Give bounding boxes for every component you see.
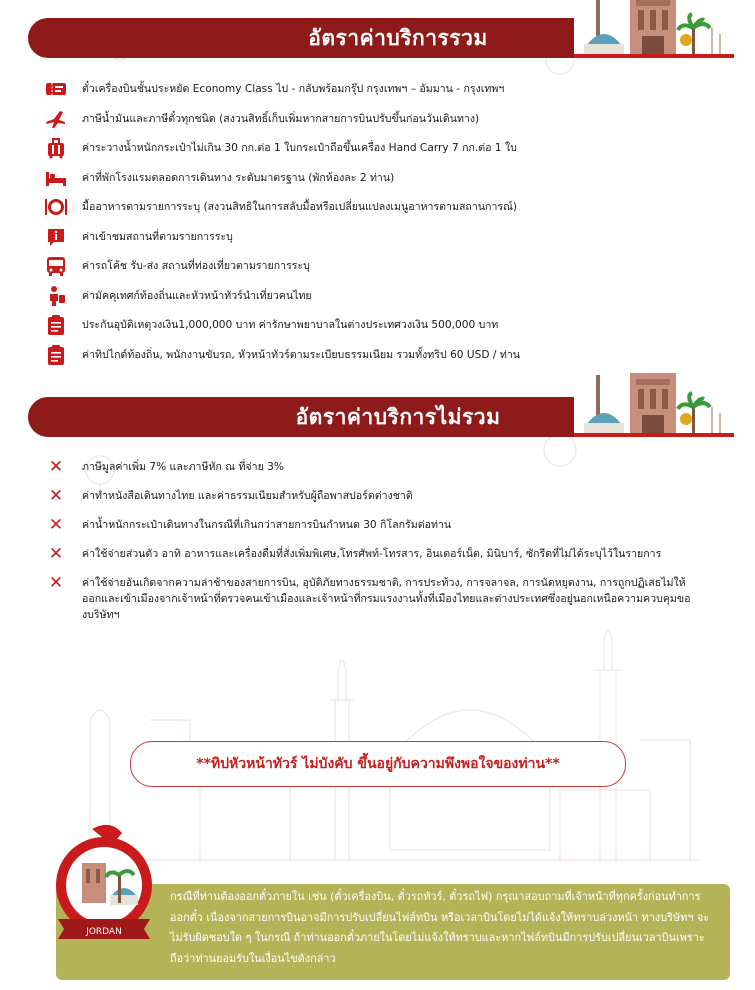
x-mark-icon: ✕ bbox=[48, 515, 64, 535]
airplane-icon bbox=[42, 108, 70, 130]
badge-label: JORDAN bbox=[86, 927, 122, 937]
list-item bbox=[42, 108, 732, 138]
list-item bbox=[42, 226, 732, 256]
list-item bbox=[42, 137, 732, 167]
clipboard-icon bbox=[42, 314, 70, 336]
list-item bbox=[42, 78, 732, 108]
tip-notice-box bbox=[130, 741, 626, 787]
included-item-text: มื้ออาหารตามรายการระบุ (สงวนสิทธิในการสลับมื้อหรือเปลี่ยนแปลงเมนูอาหารตามสถานการณ์) bbox=[82, 201, 518, 213]
list-item bbox=[42, 456, 732, 485]
included-banner bbox=[28, 18, 728, 58]
ticket-icon bbox=[42, 78, 70, 100]
list-item bbox=[42, 543, 732, 572]
x-mark-icon: ✕ bbox=[48, 486, 64, 506]
excluded-item-text: ค่าทำหนังสือเดินทางไทย และค่าธรรมเนียมสำหรับผู้ถือพาสปอร์ตต่างชาติ bbox=[82, 490, 413, 502]
list-item bbox=[42, 314, 732, 344]
clipboard-icon bbox=[42, 344, 70, 366]
list-item bbox=[42, 514, 732, 543]
tip-notice-text: **ทิปหัวหน้าทัวร์ ไม่บังคับ ขึ้นอยู่กับความพึงพอใจของท่าน** bbox=[196, 756, 560, 772]
included-item-text: ค่าที่พักโรงแรมตลอดการเดินทาง ระดับมาตรฐาน (พักห้องละ 2 ท่าน) bbox=[82, 171, 395, 184]
list-item bbox=[42, 572, 732, 623]
luggage-icon bbox=[42, 137, 70, 159]
x-mark-icon: ✕ bbox=[48, 544, 64, 564]
included-item-text: ค่าทิปไกด์ท้องถิ่น, พนักงานขับรถ, หัวหน้าทัวร์ตามระเบียบธรรมเนียม รวมทั้งทริป 60 USD / ท่าน bbox=[82, 348, 521, 361]
included-list bbox=[42, 78, 732, 373]
included-item-text: ค่าระวางน้ำหนักกระเป๋าไม่เกิน 30 กก.ต่อ 1 ใบกระเป๋าถือขึ้นเครื่อง Hand Carry 7 กก.ต่อ 1 ใบ bbox=[82, 142, 517, 154]
excluded-list bbox=[42, 456, 732, 623]
guide-icon bbox=[42, 285, 70, 307]
excluded-item-text: ค่าใช้จ่ายอันเกิดจากความล่าช้าของสายการบิน, อุบัติภัยทางธรรมชาติ, การประท้วง, การจลาจล, การนัดหยุดงาน, การถูกปฏิเสธไม่ให้ออกและเข้าเมืองจากเจ้าหน้าที่ตรวจคนเข้าเมืองและเจ้าหน้าที่กรมแรงงานทั้งที่เมืองไทยและต่างประเทศซึ่งอยู่นอกเหนือความควบคุมของบริษัทฯ bbox=[82, 577, 691, 621]
info-icon bbox=[42, 226, 70, 248]
included-item-text: ประกันอุบัติเหตุวงเงิน1,000,000 บาท ค่ารักษาพยาบาลในต่างประเทศวงเงิน 500,000 บาท bbox=[82, 319, 499, 331]
excluded-item-text: ค่าใช้จ่ายส่วนตัว อาทิ อาหารและเครื่องดื่มที่สั่งเพิ่มพิเศษ,โทรศัพท์-โทรสาร, อินเตอร์เน็ต, มินิบาร์, ซักรีดที่ไม่ได้ระบุไว้ในรายการ bbox=[82, 548, 662, 560]
list-item bbox=[42, 285, 732, 315]
list-item bbox=[42, 255, 732, 285]
list-item bbox=[42, 344, 732, 374]
included-item-text: ภาษีน้ำมันและภาษีตั๋วทุกชนิด (สงวนสิทธิ์เก็บเพิ่มหากสายการบินปรับขึ้นก่อนวันเดินทาง) bbox=[82, 112, 480, 125]
list-item bbox=[42, 485, 732, 514]
x-mark-icon: ✕ bbox=[48, 573, 64, 593]
included-item-text: ค่ารถโค้ช รับ-ส่ง สถานที่ท่องเที่ยวตามรายการระบุ bbox=[82, 260, 310, 272]
bus-icon bbox=[42, 255, 70, 277]
bed-icon bbox=[42, 167, 70, 189]
landmark-illustration bbox=[574, 371, 734, 443]
excluded-item-text: ค่าน้ำหนักกระเป๋าเดินทางในกรณีที่เกินกว่าสายการบินกำหนด 30 กิโลกรัมต่อท่าน bbox=[82, 519, 452, 531]
meal-icon bbox=[42, 196, 70, 218]
list-item bbox=[42, 167, 732, 197]
excluded-banner bbox=[28, 397, 728, 437]
included-item-text: ค่ามัคคุเทศก์ท้องถิ่นและหัวหน้าทัวร์นำเที่ยวคนไทย bbox=[82, 289, 312, 302]
jordan-badge bbox=[52, 815, 162, 965]
included-title: อัตราค่าบริการรวม bbox=[308, 25, 488, 50]
list-item bbox=[42, 196, 732, 226]
x-mark-icon: ✕ bbox=[48, 457, 64, 477]
included-item-text: ตั๋วเครื่องบินชั้นประหยัด Economy Class ไป - กลับพร้อมกรุ๊ป กรุงเทพฯ – อัมมาน - กรุงเทพฯ bbox=[82, 83, 505, 95]
note-text: กรณีที่ท่านต้องออกตั๋วภายใน เช่น (ตั๋วเครื่องบิน, ตั๋วรถทัวร์, ตั๋วรถไฟ) กรุณาสอบถามที่เจ้าหน้าที่ทุกครั้งก่อนทำการออกตั๋ว เนื่องจากสายการบินอาจมีการปรับเปลี่ยนไฟล์ทบิน หรือเวลาบินโดยไม่ได้แจ้งให้ทราบล่วงหน้า ทางบริษัทฯ จะไม่รับผิดชอบใด ๆ ในกรณี ถ้าท่านออกตั๋วภายในโดยไม่แจ้งให้ทราบและหากไฟล์ทบินมีการปรับเปลี่ยนเวลาบินเพราะถือว่าท่านยอมรับในเงื่อนไขดังกล่าว bbox=[170, 890, 710, 965]
excluded-title: อัตราค่าบริการไม่รวม bbox=[295, 404, 501, 429]
excluded-item-text: ภาษีมูลค่าเพิ่ม 7% และภาษีหัก ณ ที่จ่าย 3% bbox=[82, 461, 284, 473]
included-item-text: ค่าเข้าชมสถานที่ตามรายการระบุ bbox=[82, 230, 233, 243]
landmark-illustration bbox=[574, 0, 734, 64]
